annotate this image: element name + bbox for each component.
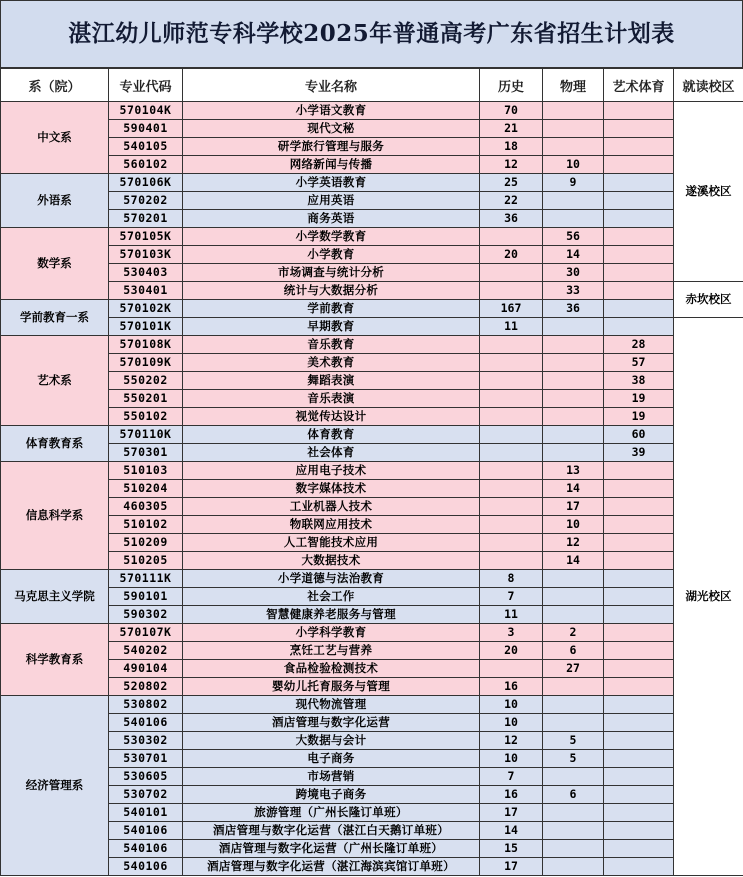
history-cell — [480, 336, 543, 354]
history-cell: 12 — [480, 732, 543, 750]
code-cell: 570201 — [109, 210, 183, 228]
table-row — [1, 246, 743, 264]
campus-name: 赤坎校区 — [674, 282, 743, 318]
campus-name: 遂溪校区 — [674, 102, 743, 282]
major-cell: 视觉传达设计 — [183, 408, 480, 426]
arts-cell — [604, 210, 674, 228]
history-cell: 8 — [480, 570, 543, 588]
code-cell: 540106 — [109, 714, 183, 732]
major-cell: 数字媒体技术 — [183, 480, 480, 498]
major-cell: 体育教育 — [183, 426, 480, 444]
history-cell: 16 — [480, 678, 543, 696]
code-cell: 490104 — [109, 660, 183, 678]
table-row — [1, 318, 743, 336]
arts-cell — [604, 318, 674, 336]
major-cell: 酒店管理与数字化运营（广州长隆订单班） — [183, 840, 480, 858]
code-cell: 570111K — [109, 570, 183, 588]
major-cell: 小学语文教育 — [183, 102, 480, 120]
history-cell — [480, 534, 543, 552]
code-cell: 510205 — [109, 552, 183, 570]
table-row — [1, 426, 743, 444]
history-cell — [480, 552, 543, 570]
physics-cell: 12 — [543, 534, 604, 552]
history-cell — [480, 462, 543, 480]
dept-name: 马克思主义学院 — [1, 570, 109, 624]
physics-cell — [543, 444, 604, 462]
code-cell: 530701 — [109, 750, 183, 768]
arts-cell — [604, 174, 674, 192]
major-cell: 音乐教育 — [183, 336, 480, 354]
history-cell: 11 — [480, 606, 543, 624]
dept-name: 艺术系 — [1, 336, 109, 426]
code-cell: 550202 — [109, 372, 183, 390]
history-cell: 10 — [480, 750, 543, 768]
table-row — [1, 282, 743, 300]
header-dept: 系（院） — [1, 69, 109, 102]
code-cell: 540202 — [109, 642, 183, 660]
history-cell — [480, 516, 543, 534]
physics-cell: 6 — [543, 642, 604, 660]
arts-cell — [604, 570, 674, 588]
history-cell — [480, 228, 543, 246]
major-cell: 大数据技术 — [183, 552, 480, 570]
history-cell: 10 — [480, 714, 543, 732]
code-cell: 570102K — [109, 300, 183, 318]
physics-cell — [543, 570, 604, 588]
major-cell: 小学教育 — [183, 246, 480, 264]
campus-name: 湖光校区 — [674, 318, 743, 876]
code-cell: 550201 — [109, 390, 183, 408]
header-physics: 物理 — [543, 69, 604, 102]
major-cell: 小学科学教育 — [183, 624, 480, 642]
code-cell: 570107K — [109, 624, 183, 642]
code-cell: 530403 — [109, 264, 183, 282]
major-cell: 现代文秘 — [183, 120, 480, 138]
code-cell: 540105 — [109, 138, 183, 156]
table-row — [1, 264, 743, 282]
major-cell: 美术教育 — [183, 354, 480, 372]
history-cell: 17 — [480, 858, 543, 876]
history-cell: 167 — [480, 300, 543, 318]
major-cell: 市场营销 — [183, 768, 480, 786]
history-cell: 15 — [480, 840, 543, 858]
major-cell: 酒店管理与数字化运营 — [183, 714, 480, 732]
major-cell: 旅游管理（广州长隆订单班） — [183, 804, 480, 822]
arts-cell — [604, 804, 674, 822]
code-cell: 510209 — [109, 534, 183, 552]
physics-cell — [543, 714, 604, 732]
table-row — [1, 228, 743, 246]
code-cell: 530605 — [109, 768, 183, 786]
physics-cell — [543, 120, 604, 138]
physics-cell — [543, 804, 604, 822]
table-row — [1, 786, 743, 804]
major-cell: 电子商务 — [183, 750, 480, 768]
table-row — [1, 552, 743, 570]
physics-cell: 33 — [543, 282, 604, 300]
arts-cell — [604, 660, 674, 678]
arts-cell — [604, 246, 674, 264]
table-row — [1, 570, 743, 588]
table-row — [1, 696, 743, 714]
dept-name: 中文系 — [1, 102, 109, 174]
history-cell: 7 — [480, 588, 543, 606]
history-cell — [480, 498, 543, 516]
physics-cell: 17 — [543, 498, 604, 516]
dept-name: 数学系 — [1, 228, 109, 300]
physics-cell: 14 — [543, 552, 604, 570]
code-cell: 540106 — [109, 858, 183, 876]
history-cell — [480, 390, 543, 408]
history-cell: 11 — [480, 318, 543, 336]
dept-name: 信息科学系 — [1, 462, 109, 570]
major-cell: 烹饪工艺与营养 — [183, 642, 480, 660]
arts-cell — [604, 480, 674, 498]
arts-cell: 60 — [604, 426, 674, 444]
code-cell: 510103 — [109, 462, 183, 480]
arts-cell — [604, 714, 674, 732]
header-arts: 艺术体育 — [604, 69, 674, 102]
table-row — [1, 120, 743, 138]
physics-cell: 10 — [543, 516, 604, 534]
arts-cell: 57 — [604, 354, 674, 372]
code-cell: 540106 — [109, 840, 183, 858]
arts-cell — [604, 156, 674, 174]
table-row — [1, 660, 743, 678]
arts-cell — [604, 858, 674, 876]
code-cell: 570105K — [109, 228, 183, 246]
code-cell: 590101 — [109, 588, 183, 606]
history-cell: 17 — [480, 804, 543, 822]
physics-cell — [543, 858, 604, 876]
history-cell — [480, 408, 543, 426]
code-cell: 570301 — [109, 444, 183, 462]
history-cell: 22 — [480, 192, 543, 210]
major-cell: 物联网应用技术 — [183, 516, 480, 534]
major-cell: 婴幼儿托育服务与管理 — [183, 678, 480, 696]
arts-cell — [604, 462, 674, 480]
physics-cell — [543, 372, 604, 390]
enrollment-table — [0, 68, 743, 876]
dept-name: 体育教育系 — [1, 426, 109, 462]
arts-cell — [604, 192, 674, 210]
major-cell: 食品检验检测技术 — [183, 660, 480, 678]
code-cell: 570103K — [109, 246, 183, 264]
history-cell — [480, 372, 543, 390]
history-cell: 25 — [480, 174, 543, 192]
major-cell: 早期教育 — [183, 318, 480, 336]
table-row — [1, 678, 743, 696]
code-cell: 560102 — [109, 156, 183, 174]
table-row — [1, 102, 743, 120]
physics-cell: 30 — [543, 264, 604, 282]
history-cell: 10 — [480, 696, 543, 714]
arts-cell — [604, 228, 674, 246]
major-cell: 酒店管理与数字化运营（湛江白天鹅订单班） — [183, 822, 480, 840]
physics-cell: 2 — [543, 624, 604, 642]
major-cell: 小学道德与法治教育 — [183, 570, 480, 588]
physics-cell: 13 — [543, 462, 604, 480]
history-cell — [480, 444, 543, 462]
major-cell: 跨境电子商务 — [183, 786, 480, 804]
arts-cell — [604, 138, 674, 156]
table-row — [1, 840, 743, 858]
physics-cell: 6 — [543, 786, 604, 804]
code-cell: 550102 — [109, 408, 183, 426]
physics-cell — [543, 390, 604, 408]
arts-cell — [604, 768, 674, 786]
arts-cell — [604, 300, 674, 318]
table-row — [1, 300, 743, 318]
history-cell: 20 — [480, 246, 543, 264]
history-cell: 14 — [480, 822, 543, 840]
history-cell: 7 — [480, 768, 543, 786]
table-row — [1, 642, 743, 660]
table-row — [1, 408, 743, 426]
arts-cell — [604, 642, 674, 660]
table-row — [1, 336, 743, 354]
code-cell: 570202 — [109, 192, 183, 210]
table-row — [1, 624, 743, 642]
table-row — [1, 498, 743, 516]
history-cell — [480, 264, 543, 282]
history-cell: 36 — [480, 210, 543, 228]
table-row — [1, 372, 743, 390]
arts-cell: 39 — [604, 444, 674, 462]
arts-cell — [604, 840, 674, 858]
major-cell: 舞蹈表演 — [183, 372, 480, 390]
code-cell: 570106K — [109, 174, 183, 192]
header-code: 专业代码 — [109, 69, 183, 102]
physics-cell — [543, 696, 604, 714]
history-cell — [480, 354, 543, 372]
arts-cell: 28 — [604, 336, 674, 354]
header-campus: 就读校区 — [674, 69, 743, 102]
arts-cell — [604, 282, 674, 300]
physics-cell — [543, 588, 604, 606]
code-cell: 530302 — [109, 732, 183, 750]
arts-cell — [604, 786, 674, 804]
table-row — [1, 516, 743, 534]
major-cell: 人工智能技术应用 — [183, 534, 480, 552]
physics-cell — [543, 354, 604, 372]
physics-cell — [543, 192, 604, 210]
major-cell: 学前教育 — [183, 300, 480, 318]
history-cell: 3 — [480, 624, 543, 642]
history-cell: 18 — [480, 138, 543, 156]
arts-cell: 19 — [604, 408, 674, 426]
header-history: 历史 — [480, 69, 543, 102]
table-row — [1, 858, 743, 876]
table-row — [1, 822, 743, 840]
arts-cell — [604, 822, 674, 840]
major-cell: 应用电子技术 — [183, 462, 480, 480]
physics-cell: 10 — [543, 156, 604, 174]
table-row — [1, 138, 743, 156]
code-cell: 510102 — [109, 516, 183, 534]
table-row — [1, 750, 743, 768]
history-cell — [480, 660, 543, 678]
arts-cell: 38 — [604, 372, 674, 390]
code-cell: 570101K — [109, 318, 183, 336]
arts-cell — [604, 696, 674, 714]
table-row — [1, 606, 743, 624]
arts-cell — [604, 534, 674, 552]
table-row — [1, 174, 743, 192]
physics-cell — [543, 678, 604, 696]
physics-cell — [543, 840, 604, 858]
major-cell: 智慧健康养老服务与管理 — [183, 606, 480, 624]
table-row — [1, 480, 743, 498]
table-row — [1, 732, 743, 750]
table-row — [1, 768, 743, 786]
dept-name: 学前教育一系 — [1, 300, 109, 336]
code-cell: 530802 — [109, 696, 183, 714]
physics-cell: 27 — [543, 660, 604, 678]
major-cell: 音乐表演 — [183, 390, 480, 408]
arts-cell — [604, 606, 674, 624]
physics-cell: 14 — [543, 246, 604, 264]
arts-cell — [604, 264, 674, 282]
physics-cell — [543, 210, 604, 228]
physics-cell: 9 — [543, 174, 604, 192]
major-cell: 现代物流管理 — [183, 696, 480, 714]
code-cell: 530702 — [109, 786, 183, 804]
physics-cell: 56 — [543, 228, 604, 246]
arts-cell — [604, 624, 674, 642]
arts-cell — [604, 732, 674, 750]
table-row — [1, 444, 743, 462]
page-title: 湛江幼儿师范专科学校2025年普通高考广东省招生计划表 — [0, 0, 743, 68]
header-row — [1, 69, 743, 102]
history-cell: 20 — [480, 642, 543, 660]
physics-cell — [543, 336, 604, 354]
major-cell: 统计与大数据分析 — [183, 282, 480, 300]
history-cell — [480, 480, 543, 498]
table-row — [1, 390, 743, 408]
code-cell: 570104K — [109, 102, 183, 120]
arts-cell — [604, 516, 674, 534]
major-cell: 商务英语 — [183, 210, 480, 228]
physics-cell: 36 — [543, 300, 604, 318]
code-cell: 570110K — [109, 426, 183, 444]
major-cell: 社会体育 — [183, 444, 480, 462]
table-row — [1, 588, 743, 606]
physics-cell — [543, 138, 604, 156]
history-cell: 12 — [480, 156, 543, 174]
physics-cell — [543, 426, 604, 444]
code-cell: 590401 — [109, 120, 183, 138]
history-cell: 21 — [480, 120, 543, 138]
physics-cell — [543, 318, 604, 336]
major-cell: 网络新闻与传播 — [183, 156, 480, 174]
arts-cell — [604, 588, 674, 606]
arts-cell — [604, 678, 674, 696]
arts-cell — [604, 750, 674, 768]
physics-cell: 14 — [543, 480, 604, 498]
table-row — [1, 714, 743, 732]
arts-cell — [604, 498, 674, 516]
history-cell — [480, 426, 543, 444]
major-cell: 小学数学教育 — [183, 228, 480, 246]
dept-name: 经济管理系 — [1, 696, 109, 876]
arts-cell — [604, 552, 674, 570]
arts-cell — [604, 102, 674, 120]
table-row — [1, 354, 743, 372]
dept-name: 外语系 — [1, 174, 109, 228]
code-cell: 530401 — [109, 282, 183, 300]
code-cell: 460305 — [109, 498, 183, 516]
code-cell: 590302 — [109, 606, 183, 624]
dept-name: 科学教育系 — [1, 624, 109, 696]
physics-cell — [543, 606, 604, 624]
major-cell: 市场调查与统计分析 — [183, 264, 480, 282]
table-row — [1, 210, 743, 228]
table-row — [1, 534, 743, 552]
major-cell: 小学英语教育 — [183, 174, 480, 192]
physics-cell: 5 — [543, 732, 604, 750]
code-cell: 540101 — [109, 804, 183, 822]
physics-cell — [543, 102, 604, 120]
history-cell — [480, 282, 543, 300]
major-cell: 研学旅行管理与服务 — [183, 138, 480, 156]
major-cell: 酒店管理与数字化运营（湛江海滨宾馆订单班） — [183, 858, 480, 876]
code-cell: 570108K — [109, 336, 183, 354]
major-cell: 社会工作 — [183, 588, 480, 606]
code-cell: 510204 — [109, 480, 183, 498]
arts-cell: 19 — [604, 390, 674, 408]
table-row — [1, 462, 743, 480]
physics-cell: 5 — [543, 750, 604, 768]
major-cell: 应用英语 — [183, 192, 480, 210]
major-cell: 大数据与会计 — [183, 732, 480, 750]
major-cell: 工业机器人技术 — [183, 498, 480, 516]
code-cell: 540106 — [109, 822, 183, 840]
physics-cell — [543, 768, 604, 786]
physics-cell — [543, 822, 604, 840]
header-major: 专业名称 — [183, 69, 480, 102]
code-cell: 520802 — [109, 678, 183, 696]
history-cell: 70 — [480, 102, 543, 120]
table-row — [1, 804, 743, 822]
table-row — [1, 192, 743, 210]
table-row — [1, 156, 743, 174]
history-cell: 16 — [480, 786, 543, 804]
code-cell: 570109K — [109, 354, 183, 372]
physics-cell — [543, 408, 604, 426]
arts-cell — [604, 120, 674, 138]
